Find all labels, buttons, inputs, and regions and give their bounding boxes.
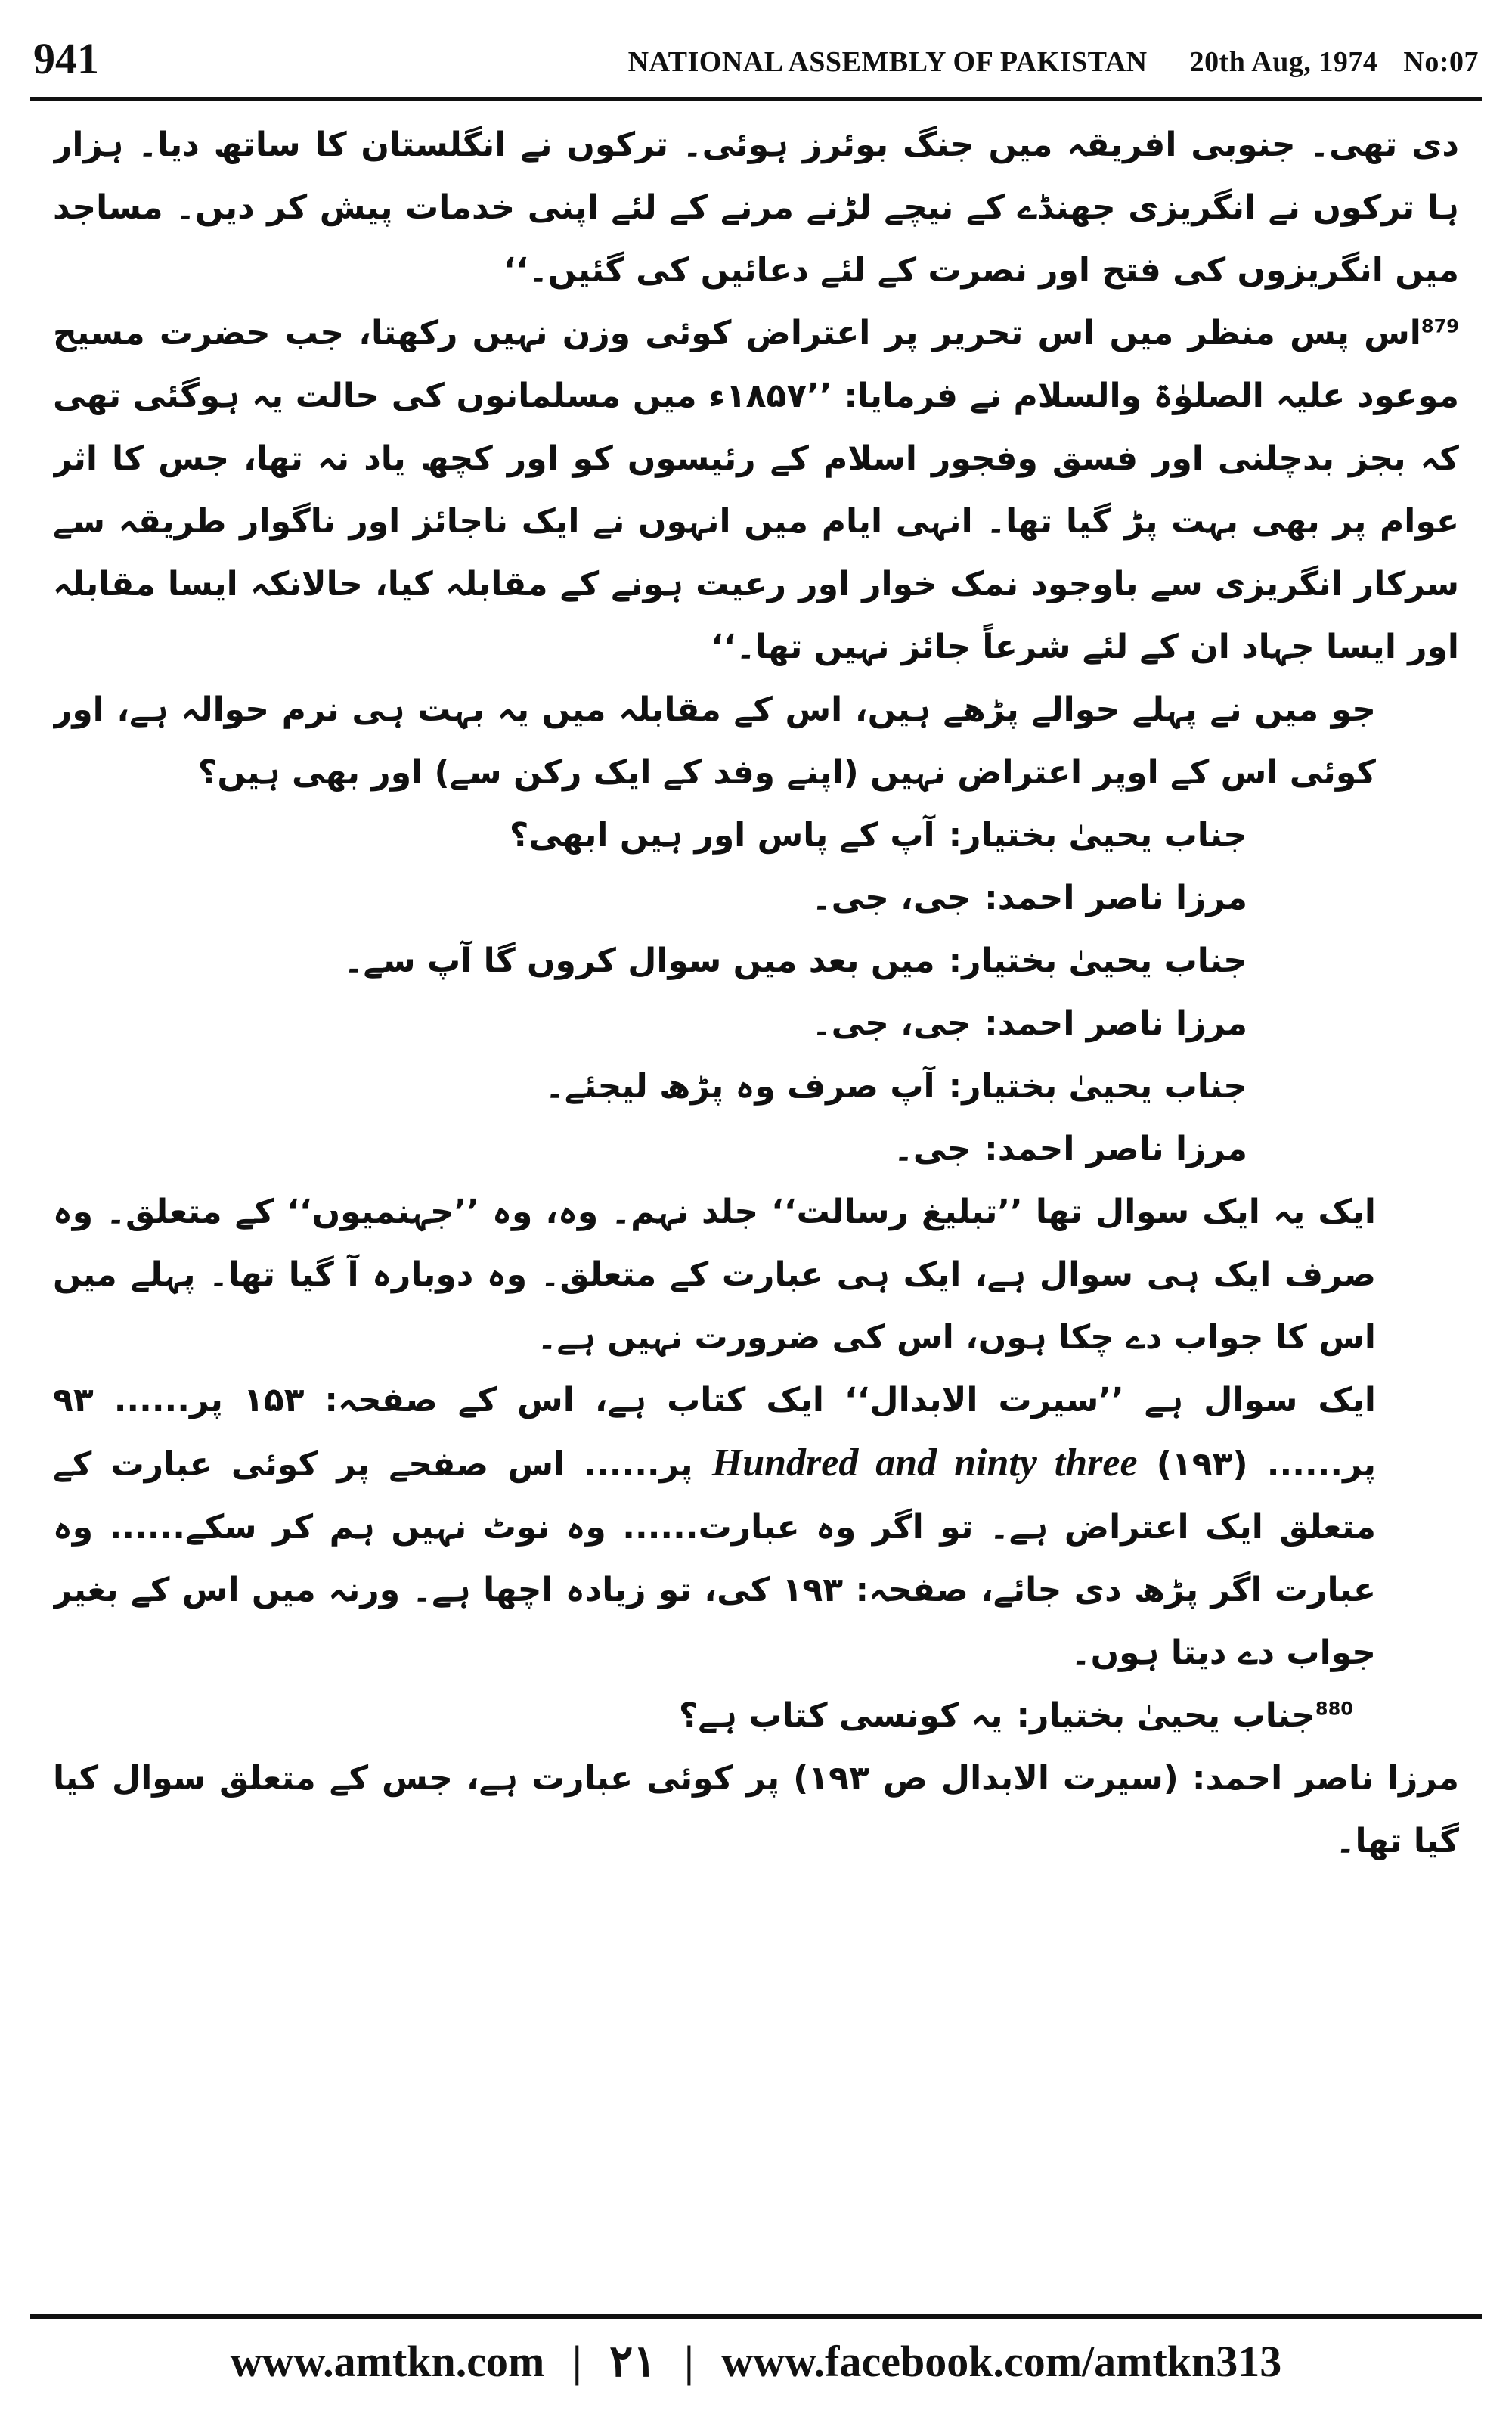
footer-page-number: ۲۱: [609, 2337, 657, 2386]
footnote-marker: 879: [1421, 315, 1459, 337]
speaker-name: جناب یحییٰ بختیار:: [948, 1067, 1247, 1106]
speaker-name: مرزا ناصر احمد:: [984, 1130, 1247, 1168]
header-rule: [30, 97, 1482, 101]
paragraph: جو میں نے پہلے حوالے پڑھے ہیں، اس کے مقابلہ میں یہ بہت ہی نرم حوالہ ہے، اور کوئی اس کے اوپر اعتراض نہیں (اپنے وفد کے ایک رکن سے) اور بھی ہیں؟: [53, 690, 1376, 792]
header-title: NATIONAL ASSEMBLY OF PAKISTAN: [627, 46, 1148, 78]
footer-facebook-link[interactable]: www.facebook.com/amtkn313: [721, 2337, 1282, 2386]
english-phrase: Hundred and ninty three: [711, 1441, 1138, 1485]
speaker-name: مرزا ناصر احمد:: [1191, 1759, 1459, 1798]
footer-separator: |: [572, 2337, 582, 2386]
dialogue-line: جناب یحییٰ بختیار:آپ کے پاس اور ہیں ابھی؟: [509, 816, 1247, 855]
dialogue-line: $^{880}$جناب یحییٰ بختیار:یہ کونسی کتاب ہے؟: [678, 1696, 1353, 1735]
dialogue-line: مرزا ناصر احمد:جی، جی۔: [811, 1004, 1247, 1043]
paragraph: ایک یہ ایک سوال تھا ’’تبلیغ رسالت‘‘ جلد نہم۔ وہ، وہ ’’جہنمیوں‘‘ کے متعلق۔ وہ صرف ایک ہی سوال ہے، ایک ہی عبارت کے متعلق۔ وہ دوبارہ آ گیا تھا۔ پہلے میں اس کا جواب دے چکا ہوں، اس کی ضرورت نہیں ہے۔: [53, 1193, 1376, 1357]
paragraph: دی تھی۔ جنوبی افریقہ میں جنگ بوئرز ہوئی۔ ترکوں نے انگلستان کا ساتھ دیا۔ ہزار ہا ترکوں نے انگریزی جھنڈے کے نیچے لڑنے مرنے کے لئے اپنی خدمات پیش کر دیں۔ مساجد میں انگریزوں کی فتح اور نصرت کے لئے دعائیں کی گئیں۔‘‘: [53, 126, 1459, 290]
paragraph: مرزا ناصر احمد:(سیرت الابدال ص ۱۹۳) پر کوئی عبارت ہے، جس کے متعلق سوال کیا گیا تھا۔: [53, 1759, 1459, 1860]
dialogue-line: جناب یحییٰ بختیار:آپ صرف وہ پڑھ لیجئے۔: [545, 1067, 1247, 1106]
speaker-name: مرزا ناصر احمد:: [984, 879, 1247, 917]
page-header: [33, 27, 1479, 95]
page-footer: [0, 2335, 1512, 2396]
header-info: [593, 45, 1479, 79]
speaker-name: جناب یحییٰ بختیار:: [948, 942, 1247, 980]
paragraph: $^{879}$اس پس منظر میں اس تحریر پر اعتراض کوئی وزن نہیں رکھتا، جب حضرت مسیح موعود علیہ الصلوٰۃ والسلام نے فرمایا: ’’۱۸۵۷ء میں مسلمانوں کی حالت یہ ہوگئی تھی کہ بجز بدچلنی اور فسق وفجور اسلام کے رئیسوں کو اور کچھ یاد نہ تھا، جس کا اثر عوام پر بھی بہت پڑ گیا تھا۔ انہی ایام میں انہوں نے ایک ناجائز اور ناگوار طریقہ سے سرکار انگریزی سے باوجود نمک خوار اور رعیت ہونے کے مقابلہ کیا، حالانکہ ایسا مقابلہ اور ایسا جہاد ان کے لئے شرعاً جائز نہیں تھا۔‘‘: [53, 314, 1459, 666]
footnote-marker: 880: [1315, 1698, 1353, 1720]
speaker-name: مرزا ناصر احمد:: [984, 1004, 1247, 1043]
page-number: 941: [33, 34, 99, 83]
dialogue-line: مرزا ناصر احمد:جی، جی۔: [811, 879, 1247, 917]
speaker-name: جناب یحییٰ بختیار:: [1016, 1696, 1315, 1735]
header-date: 20th Aug, 1974: [1189, 46, 1378, 78]
speaker-name: جناب یحییٰ بختیار:: [948, 816, 1247, 855]
footer-rule: [30, 2314, 1482, 2319]
footer-website-link[interactable]: www.amtkn.com: [230, 2337, 545, 2386]
footer-separator: |: [683, 2337, 694, 2386]
dialogue-line: مرزا ناصر احمد:جی۔: [894, 1130, 1247, 1168]
paragraph: ایک سوال ہے ’’سیرت الابدال‘‘ ایک کتاب ہے، اس کے صفحہ: ۱۵۳ پر...... ۹۳ پر...... Hundred and ninty three (۱۹۳) پر...... اس صفحے پر کوئی عبارت کے متعلق ایک اعتراض ہے۔ تو اگر وہ عبارت...... وہ نوٹ نہیں ہم کر سکے...... وہ عبارت اگر پڑھ دی جائے، صفحہ: ۱۹۳ کی، تو زیادہ اچھا ہے۔ ورنہ میں اس کے بغیر جواب دے دیتا ہوں۔: [53, 1381, 1376, 1672]
dialogue-line: جناب یحییٰ بختیار:میں بعد میں سوال کروں گا آپ سے۔: [343, 942, 1247, 980]
page-body: [53, 113, 1459, 2231]
header-number: No:07: [1403, 46, 1479, 78]
